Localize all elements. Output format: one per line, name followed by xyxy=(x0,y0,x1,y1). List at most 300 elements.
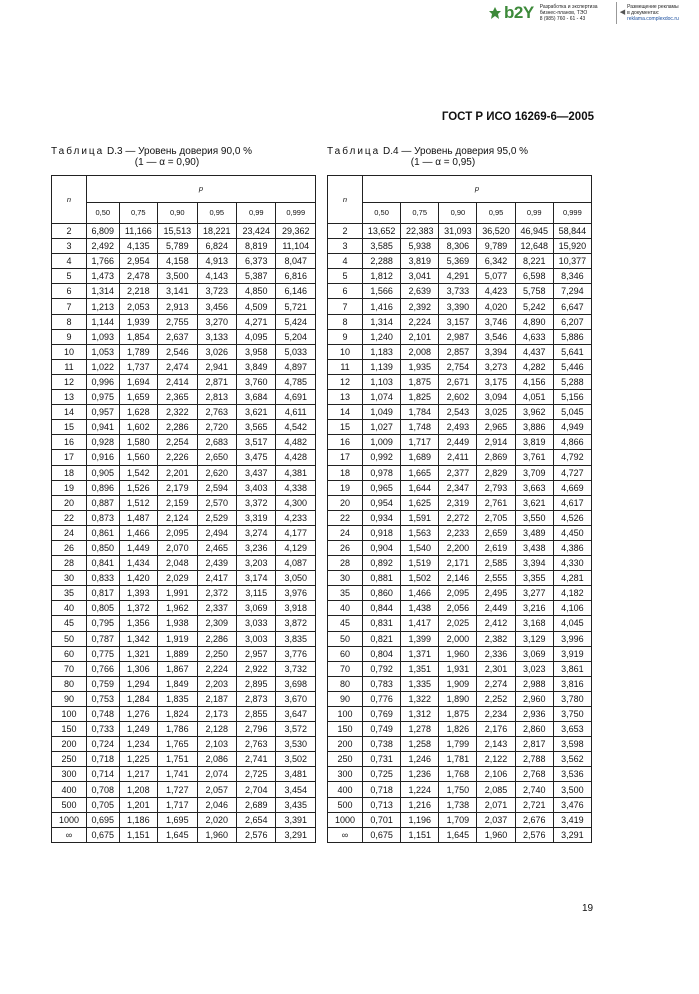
value-cell: 4,428 xyxy=(276,450,316,465)
value-cell: 2,829 xyxy=(477,465,515,480)
banner-info-line: бизнес-планов, ТЭО xyxy=(539,10,588,16)
n-cell: 250 xyxy=(52,752,87,767)
value-cell: 2,233 xyxy=(439,525,477,540)
table-row xyxy=(328,284,592,299)
value-cell: 3,069 xyxy=(237,601,276,616)
value-cell: 3,919 xyxy=(553,646,591,661)
value-cell: 1,644 xyxy=(401,480,439,495)
n-cell: 500 xyxy=(328,797,363,812)
value-cell: 2,492 xyxy=(87,239,120,254)
value-cell: 4,913 xyxy=(197,254,236,269)
value-cell: 2,226 xyxy=(158,450,197,465)
n-cell: 200 xyxy=(328,737,363,752)
value-cell: 2,941 xyxy=(197,359,236,374)
n-cell: 40 xyxy=(52,601,87,616)
value-cell: 10,377 xyxy=(553,254,591,269)
value-cell: 3,435 xyxy=(276,797,316,812)
table-row xyxy=(328,767,592,782)
value-cell: 2,187 xyxy=(197,691,236,706)
value-cell: 4,785 xyxy=(276,374,316,389)
value-cell: 4,691 xyxy=(276,390,316,405)
value-cell: 1,645 xyxy=(439,827,477,842)
table-row xyxy=(328,329,592,344)
banner-ad-line: в документах: xyxy=(627,10,660,16)
table-row xyxy=(328,752,592,767)
value-cell: 1,580 xyxy=(119,435,158,450)
value-cell: 2,046 xyxy=(197,797,236,812)
value-cell: 3,517 xyxy=(237,435,276,450)
value-cell: 0,831 xyxy=(363,616,401,631)
value-cell: 1,236 xyxy=(401,767,439,782)
value-cell: 1,519 xyxy=(401,556,439,571)
value-cell: 4,890 xyxy=(515,314,553,329)
value-cell: 1,417 xyxy=(401,616,439,631)
value-cell: 2,143 xyxy=(477,737,515,752)
value-cell: 1,768 xyxy=(439,767,477,782)
value-cell: 3,437 xyxy=(237,465,276,480)
table-row xyxy=(328,525,592,540)
value-cell: 2,741 xyxy=(237,752,276,767)
value-cell: 1,826 xyxy=(439,722,477,737)
n-cell: 30 xyxy=(328,571,363,586)
value-cell: 0,833 xyxy=(87,571,120,586)
caption-sub: (1 — α = 0,95) xyxy=(410,157,476,168)
table-row xyxy=(328,540,592,555)
value-cell: 1,659 xyxy=(119,390,158,405)
n-cell: 18 xyxy=(52,465,87,480)
value-cell: 4,045 xyxy=(553,616,591,631)
value-cell: 0,850 xyxy=(87,540,120,555)
value-cell: 1,786 xyxy=(158,722,197,737)
value-cell: 2,869 xyxy=(477,450,515,465)
value-cell: 2,286 xyxy=(158,420,197,435)
value-cell: 1,201 xyxy=(119,797,158,812)
value-cell: 4,792 xyxy=(553,450,591,465)
n-cell: 6 xyxy=(328,284,363,299)
value-cell: 8,346 xyxy=(553,269,591,284)
table-header-row xyxy=(328,176,592,203)
value-cell: 0,738 xyxy=(363,737,401,752)
value-cell: 15,513 xyxy=(158,224,197,239)
value-cell: 3,776 xyxy=(276,646,316,661)
table-row xyxy=(328,737,592,752)
value-cell: 1,751 xyxy=(158,752,197,767)
value-cell: 0,860 xyxy=(363,586,401,601)
value-cell: 3,872 xyxy=(276,616,316,631)
table-row xyxy=(328,616,592,631)
value-cell: 1,420 xyxy=(119,571,158,586)
value-cell: 2,412 xyxy=(477,616,515,631)
n-cell: 16 xyxy=(328,435,363,450)
n-cell: 5 xyxy=(328,269,363,284)
value-cell: 3,562 xyxy=(553,752,591,767)
value-cell: 3,647 xyxy=(276,707,316,722)
table-row xyxy=(52,556,316,571)
value-cell: 6,598 xyxy=(515,269,553,284)
n-cell: 400 xyxy=(328,782,363,797)
caption-sub: (1 — α = 0,90) xyxy=(134,157,200,168)
value-cell: 0,934 xyxy=(363,510,401,525)
value-cell: 29,362 xyxy=(276,224,316,239)
value-cell: 1,812 xyxy=(363,269,401,284)
value-cell: 1,835 xyxy=(158,691,197,706)
p-value-header: 0,90 xyxy=(439,203,477,224)
value-cell: 3,454 xyxy=(276,782,316,797)
value-cell: 3,709 xyxy=(515,465,553,480)
value-cell: 2,095 xyxy=(158,525,197,540)
table-header-row xyxy=(52,176,316,203)
value-cell: 1,208 xyxy=(119,782,158,797)
n-cell: 60 xyxy=(52,646,87,661)
value-cell: 4,330 xyxy=(553,556,591,571)
value-cell: 1,727 xyxy=(158,782,197,797)
value-cell: 2,855 xyxy=(237,707,276,722)
n-cell: 500 xyxy=(52,797,87,812)
value-cell: 2,659 xyxy=(477,525,515,540)
value-cell: 2,288 xyxy=(363,254,401,269)
value-cell: 58,844 xyxy=(553,224,591,239)
value-cell: 1,284 xyxy=(119,691,158,706)
n-cell: 60 xyxy=(328,646,363,661)
table-caption xyxy=(51,146,283,168)
value-cell: 1,234 xyxy=(119,737,158,752)
value-cell: 0,733 xyxy=(87,722,120,737)
value-cell: 0,775 xyxy=(87,646,120,661)
value-cell: 0,916 xyxy=(87,450,120,465)
value-cell: 2,071 xyxy=(477,797,515,812)
value-cell: 11,166 xyxy=(119,224,158,239)
value-cell: 1,093 xyxy=(87,329,120,344)
banner-info xyxy=(540,4,610,22)
value-cell: 3,273 xyxy=(477,359,515,374)
n-cell: 30 xyxy=(52,571,87,586)
page-number: 19 xyxy=(582,903,594,914)
table-row xyxy=(328,812,592,827)
value-cell: 3,500 xyxy=(158,269,197,284)
table-row xyxy=(328,722,592,737)
value-cell: 3,550 xyxy=(515,510,553,525)
banner-info-line: 8 (985) 760 - 61 - 43 xyxy=(539,16,586,22)
value-cell: 2,954 xyxy=(119,254,158,269)
value-cell: 1,372 xyxy=(119,601,158,616)
n-cell: 300 xyxy=(52,767,87,782)
value-cell: 2,200 xyxy=(439,540,477,555)
table-row xyxy=(52,722,316,737)
value-cell: 4,095 xyxy=(237,329,276,344)
value-cell: 1,103 xyxy=(363,374,401,389)
value-cell: 1,602 xyxy=(119,420,158,435)
table-row xyxy=(52,299,316,314)
n-header: n xyxy=(328,176,363,224)
value-cell: 8,306 xyxy=(439,239,477,254)
value-cell: 1,737 xyxy=(119,359,158,374)
n-cell: 24 xyxy=(52,525,87,540)
value-cell: 36,520 xyxy=(477,224,515,239)
value-cell: 2,179 xyxy=(158,480,197,495)
p-header: p xyxy=(363,176,592,203)
value-cell: 12,648 xyxy=(515,239,553,254)
value-cell: 1,416 xyxy=(363,299,401,314)
table-row xyxy=(52,420,316,435)
value-cell: 2,761 xyxy=(477,495,515,510)
value-cell: 2,768 xyxy=(515,767,553,782)
value-cell: 4,300 xyxy=(276,495,316,510)
value-cell: 3,733 xyxy=(439,284,477,299)
table-row xyxy=(328,359,592,374)
table-row xyxy=(328,450,592,465)
value-cell: 2,620 xyxy=(197,465,236,480)
n-cell: 90 xyxy=(328,691,363,706)
value-cell: 4,866 xyxy=(553,435,591,450)
n-cell: 10 xyxy=(52,344,87,359)
value-cell: 2,895 xyxy=(237,676,276,691)
value-cell: 1,563 xyxy=(401,525,439,540)
value-cell: 1,717 xyxy=(158,797,197,812)
value-cell: 0,769 xyxy=(363,707,401,722)
value-cell: 2,914 xyxy=(477,435,515,450)
value-cell: 2,650 xyxy=(197,450,236,465)
value-cell: 0,731 xyxy=(363,752,401,767)
table-row xyxy=(52,782,316,797)
value-cell: 2,449 xyxy=(477,601,515,616)
value-cell: 7,294 xyxy=(553,284,591,299)
value-cell: 3,025 xyxy=(477,405,515,420)
table-row xyxy=(52,616,316,631)
value-cell: 4,669 xyxy=(553,480,591,495)
banner-ad-link[interactable]: reklama.complexdoc.ru xyxy=(627,16,679,22)
value-cell: 3,958 xyxy=(237,344,276,359)
value-cell: 2,494 xyxy=(197,525,236,540)
value-cell: 1,356 xyxy=(119,616,158,631)
value-cell: 2,543 xyxy=(439,405,477,420)
value-cell: 2,176 xyxy=(477,722,515,737)
value-cell: 2,171 xyxy=(439,556,477,571)
value-cell: 0,918 xyxy=(363,525,401,540)
n-cell: 28 xyxy=(328,556,363,571)
table-row xyxy=(52,344,316,359)
table-row xyxy=(52,691,316,706)
value-cell: 2,095 xyxy=(439,586,477,601)
n-cell: 18 xyxy=(328,465,363,480)
table-row xyxy=(52,390,316,405)
value-cell: 13,652 xyxy=(363,224,401,239)
value-cell: 2,053 xyxy=(119,299,158,314)
table-row xyxy=(52,601,316,616)
value-cell: 2,411 xyxy=(439,450,477,465)
n-cell: 50 xyxy=(52,631,87,646)
value-cell: 2,474 xyxy=(158,359,197,374)
value-cell: 1,748 xyxy=(401,420,439,435)
value-cell: 1,049 xyxy=(363,405,401,420)
value-cell: 2,128 xyxy=(197,722,236,737)
value-cell: 5,045 xyxy=(553,405,591,420)
value-cell: 3,962 xyxy=(515,405,553,420)
table-row xyxy=(52,525,316,540)
n-cell: ∞ xyxy=(52,827,87,842)
value-cell: 0,713 xyxy=(363,797,401,812)
value-cell: 1,935 xyxy=(401,359,439,374)
value-cell: 2,106 xyxy=(477,767,515,782)
value-cell: 1,240 xyxy=(363,329,401,344)
n-cell: 2 xyxy=(328,224,363,239)
value-cell: 3,835 xyxy=(276,631,316,646)
value-cell: 3,270 xyxy=(197,314,236,329)
ad-banner[interactable] xyxy=(488,2,687,24)
value-cell: 3,277 xyxy=(515,586,553,601)
value-cell: 4,897 xyxy=(276,359,316,374)
value-cell: 3,050 xyxy=(276,571,316,586)
value-cell: 0,992 xyxy=(363,450,401,465)
value-cell: 2,101 xyxy=(401,329,439,344)
value-cell: 1,434 xyxy=(119,556,158,571)
value-cell: 1,216 xyxy=(401,797,439,812)
value-cell: 2,754 xyxy=(439,359,477,374)
value-cell: 4,727 xyxy=(553,465,591,480)
value-cell: 1,276 xyxy=(119,707,158,722)
n-cell: 150 xyxy=(328,722,363,737)
p-value-header: 0,90 xyxy=(158,203,197,224)
table-row xyxy=(328,224,592,239)
n-cell: 7 xyxy=(328,299,363,314)
value-cell: 3,394 xyxy=(477,344,515,359)
value-cell: 2,254 xyxy=(158,435,197,450)
table-row xyxy=(328,435,592,450)
value-cell: 2,103 xyxy=(197,737,236,752)
value-cell: 2,392 xyxy=(401,299,439,314)
p-value-header: 0,99 xyxy=(515,203,553,224)
value-cell: 0,787 xyxy=(87,631,120,646)
table-row xyxy=(52,646,316,661)
value-cell: 2,988 xyxy=(515,676,553,691)
n-cell: 28 xyxy=(52,556,87,571)
value-cell: 5,204 xyxy=(276,329,316,344)
value-cell: 4,338 xyxy=(276,480,316,495)
n-cell: 4 xyxy=(52,254,87,269)
value-cell: 1,351 xyxy=(401,661,439,676)
b2y-logo[interactable] xyxy=(488,5,534,21)
value-cell: 1,960 xyxy=(439,646,477,661)
value-cell: 2,740 xyxy=(515,782,553,797)
n-cell: 80 xyxy=(52,676,87,691)
value-cell: 2,570 xyxy=(197,495,236,510)
value-cell: 2,873 xyxy=(237,691,276,706)
value-cell: 22,383 xyxy=(401,224,439,239)
value-cell: 0,892 xyxy=(363,556,401,571)
value-cell: 2,309 xyxy=(197,616,236,631)
n-cell: 300 xyxy=(328,767,363,782)
p-values-row xyxy=(52,203,316,224)
value-cell: 3,291 xyxy=(553,827,591,842)
value-cell: 3,003 xyxy=(237,631,276,646)
value-cell: 0,905 xyxy=(87,465,120,480)
value-cell: 1,738 xyxy=(439,797,477,812)
value-cell: 4,509 xyxy=(237,299,276,314)
value-cell: 1,938 xyxy=(158,616,197,631)
value-cell: 1,560 xyxy=(119,450,158,465)
banner-ad[interactable] xyxy=(627,4,687,22)
n-cell: 50 xyxy=(328,631,363,646)
value-cell: 6,816 xyxy=(276,269,316,284)
value-cell: 3,115 xyxy=(237,586,276,601)
value-cell: 2,234 xyxy=(477,707,515,722)
value-cell: 6,647 xyxy=(553,299,591,314)
value-cell: 2,721 xyxy=(515,797,553,812)
value-cell: 3,438 xyxy=(515,540,553,555)
value-cell: 2,025 xyxy=(439,616,477,631)
value-cell: 1,321 xyxy=(119,646,158,661)
table-row xyxy=(52,314,316,329)
value-cell: 0,881 xyxy=(363,571,401,586)
n-cell: 80 xyxy=(328,676,363,691)
value-cell: 3,670 xyxy=(276,691,316,706)
value-cell: 1,258 xyxy=(401,737,439,752)
value-cell: 3,976 xyxy=(276,586,316,601)
value-cell: 0,954 xyxy=(363,495,401,510)
value-cell: 2,037 xyxy=(477,812,515,827)
n-cell: 16 xyxy=(52,435,87,450)
value-cell: 2,720 xyxy=(197,420,236,435)
value-cell: 2,763 xyxy=(197,405,236,420)
n-cell: 3 xyxy=(328,239,363,254)
value-cell: 3,069 xyxy=(515,646,553,661)
value-cell: 2,048 xyxy=(158,556,197,571)
caption-word: Таблица xyxy=(51,146,105,157)
value-cell: 2,250 xyxy=(197,646,236,661)
value-cell: 0,724 xyxy=(87,737,120,752)
table-row xyxy=(328,344,592,359)
value-cell: 3,489 xyxy=(515,525,553,540)
value-cell: 4,087 xyxy=(276,556,316,571)
value-cell: 1,502 xyxy=(401,571,439,586)
value-cell: 1,849 xyxy=(158,676,197,691)
value-cell: 4,850 xyxy=(237,284,276,299)
value-cell: 0,748 xyxy=(87,707,120,722)
value-cell: 1,890 xyxy=(439,691,477,706)
table-row xyxy=(52,284,316,299)
value-cell: 1,789 xyxy=(119,344,158,359)
value-cell: 2,201 xyxy=(158,465,197,480)
value-cell: 2,124 xyxy=(158,510,197,525)
value-cell: 0,844 xyxy=(363,601,401,616)
value-cell: 3,698 xyxy=(276,676,316,691)
value-cell: 6,146 xyxy=(276,284,316,299)
value-cell: 2,274 xyxy=(477,676,515,691)
n-cell: 24 xyxy=(328,525,363,540)
n-cell: 19 xyxy=(328,480,363,495)
value-cell: 1,919 xyxy=(158,631,197,646)
value-cell: 1,909 xyxy=(439,676,477,691)
value-cell: 2,224 xyxy=(197,661,236,676)
n-cell: 4 xyxy=(328,254,363,269)
value-cell: 1,825 xyxy=(401,390,439,405)
value-cell: 3,572 xyxy=(276,722,316,737)
table-row xyxy=(52,435,316,450)
table-row xyxy=(328,586,592,601)
value-cell: 0,701 xyxy=(363,812,401,827)
value-cell: 0,861 xyxy=(87,525,120,540)
value-cell: 2,478 xyxy=(119,269,158,284)
table-row xyxy=(328,254,592,269)
value-cell: 3,746 xyxy=(477,314,515,329)
value-cell: 3,621 xyxy=(515,495,553,510)
value-cell: 3,663 xyxy=(515,480,553,495)
table-row xyxy=(52,540,316,555)
value-cell: 3,760 xyxy=(237,374,276,389)
value-cell: 2,218 xyxy=(119,284,158,299)
value-cell: 4,617 xyxy=(553,495,591,510)
value-cell: 5,156 xyxy=(553,390,591,405)
data-table xyxy=(327,175,592,843)
